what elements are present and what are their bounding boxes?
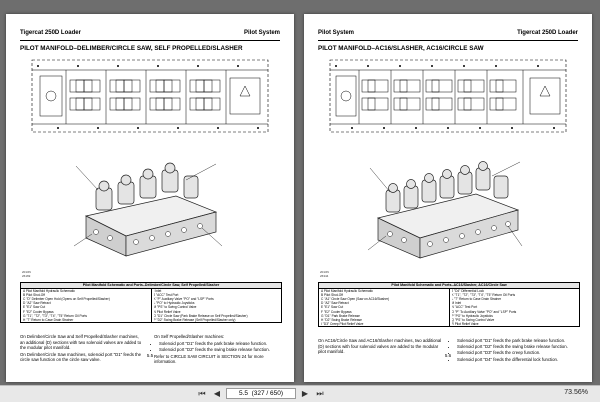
figure-id-2: 26169	[22, 274, 31, 278]
bullet-list	[452, 338, 578, 362]
legend-row: F "E2" Cooler Bypass	[23, 309, 54, 314]
first-page-icon[interactable]: ⏮	[198, 389, 206, 398]
manifold-illustration	[66, 146, 226, 266]
header-left-text: Tigercat 250D Loader	[20, 30, 81, 36]
legend-row: I Inlet	[153, 289, 162, 294]
legend-row: C "D" Delimber Open Hold (Opens on Self Propelled/Slasher)	[23, 297, 110, 302]
legend-table-title: Pilot Manifold Schematic and Ports–Delimber/Circle Saw, Self Propelled/Slasher	[21, 283, 281, 289]
page-number: 5.6	[444, 353, 452, 358]
legend-row: E "E1" Saw Cut	[321, 305, 344, 310]
legend-row: K "P" Auxiliary Valve "PO" and "LSP" Ports	[153, 297, 214, 302]
body-text-column-2	[154, 334, 280, 366]
legend-column-1	[21, 289, 151, 322]
hydraulic-schematic-diagram	[30, 58, 270, 134]
bullet-item: • Solenoid port "D1" feeds the park brake release function.	[457, 338, 578, 343]
body-paragraph: Refer to CIRCLE SAW CIRCUIT in SECTION 24 for more information.	[154, 353, 264, 365]
bullet-list	[154, 341, 280, 353]
bullet-item: • Solenoid port "D1" feeds the park brake release function.	[159, 341, 280, 347]
legend-table	[20, 282, 282, 323]
hydraulic-schematic-diagram	[328, 58, 568, 134]
body-paragraph: On Delimber/Circle Saw and Self Propelled/Slasher machines, an additional (D) sections with two solenoid valves are added to the modular pilot manifold.	[20, 334, 142, 351]
legend-column-1	[319, 289, 449, 326]
legend-row: R Pilot Relief Valve	[451, 321, 479, 326]
legend-row: A Pilot Manifold Hydraulic Schematic	[23, 289, 75, 294]
bullet-item: • Solenoid port "D2" feeds the swing brake release function.	[457, 344, 578, 349]
page-number: 5.5	[146, 353, 154, 358]
section-title: PILOT MANIFOLD–DELIMBER/CIRCLE SAW, SELF PROPELLED/SLASHER	[20, 45, 243, 52]
body-paragraph: On Self Propelled/Slasher machines:	[154, 334, 225, 339]
legend-row: N "ACC" Test Port	[451, 305, 478, 310]
section-title: PILOT MANIFOLD–AC16/SLASHER, AC16/CIRCLE SAW	[318, 45, 484, 52]
next-page-icon[interactable]: ▶	[301, 389, 309, 398]
legend-row: G "T1", "T2", "T3", "T4", "T5" Return Oil Ports	[23, 313, 87, 318]
legend-row: E "E1" Saw Cut	[23, 305, 46, 310]
legend-row: O "P" To Auxiliary Valve "PO" and "LSP" Ports	[451, 309, 517, 314]
header-right-text: Pilot System	[243, 30, 280, 36]
legend-row: O "D1" Circle Saw (Park Brake Release on Self Propelled/Slasher)	[153, 313, 248, 318]
legend-row: D "A2" Saw Retract	[321, 301, 349, 306]
page-header	[318, 30, 578, 41]
legend-row: N Pilot Relief Valve	[153, 309, 181, 314]
legend-row: A Pilot Manifold Hydraulic Schematic	[321, 289, 373, 294]
legend-table	[318, 282, 580, 327]
body-paragraph: On Delimber/Circle Saw machines, solenoid port "D1" feeds the circle saw function on the circle saw valve.	[20, 351, 142, 363]
zoom-level[interactable]: 73.56%	[564, 389, 588, 396]
figure-id-1: 2013N	[320, 270, 329, 274]
legend-row: P "D2" Swing Brake Release (Self Propelled/Slasher only)	[153, 317, 236, 322]
legend-row: B Pilot Shut-Off	[23, 293, 45, 298]
header-left-text: Pilot System	[318, 30, 355, 36]
legend-row: B Pilot Shut-Off	[321, 293, 343, 298]
legend-row: J "D4" Differential Lock	[451, 289, 484, 294]
legend-table-title: Pilot Manifold Schematic and Ports–AC16/Slasher, AC16/Circle Saw	[319, 283, 579, 289]
legend-row: M "PS" to Swing Control Valve	[153, 305, 197, 310]
legend-row: K "T1", "T2", "T3", "T4", "T5" Return Oil Ports	[451, 293, 516, 298]
manifold-illustration	[364, 146, 524, 266]
header-right-text: Tigercat 250D Loader	[517, 30, 578, 36]
legend-column-2	[449, 289, 580, 326]
figure-id-1: 2013N	[22, 270, 31, 274]
page-header	[20, 30, 280, 41]
legend-row: J "ACC" Test Port	[153, 293, 179, 298]
legend-row: M Inlet	[451, 301, 462, 306]
prev-page-icon[interactable]: ◀	[213, 389, 221, 398]
body-text-column-1	[20, 334, 144, 364]
body-paragraph: On AC16/Circle Saw and AC16/Slasher machines, two additional (D) sections with four solenoid valves are added to the modular pilot manifold.	[318, 338, 442, 355]
figure-id-2: 26344	[320, 274, 329, 278]
document-page-right	[304, 14, 592, 382]
legend-row: G "D1" Park Brake Release	[321, 313, 360, 318]
legend-row: L "T" Return to Case Drain Strainer	[451, 297, 502, 302]
last-page-icon[interactable]: ⏭	[316, 389, 324, 398]
body-text-column-2	[452, 338, 578, 363]
legend-row: Q "PS" to Swing Control Valve	[451, 317, 495, 322]
legend-row: F "E2" Cooler Bypass	[321, 309, 352, 314]
page-number-input[interactable]	[226, 388, 296, 399]
legend-row: I "D3" Creep Pilot Relief Valve	[321, 321, 364, 326]
legend-row: H "T" Return to Case Drain Strainer	[23, 317, 74, 322]
legend-row: D "A2" Saw Retract	[23, 301, 51, 306]
legend-row: C "A1" Circle Saw Open (Saw on AC16/Slasher)	[321, 297, 390, 302]
bullet-item: • Solenoid port "D4" feeds the differential lock function.	[457, 357, 578, 362]
bullet-item: • Solenoid port "D2" feeds the swing brake release function.	[159, 347, 280, 353]
legend-column-2	[151, 289, 282, 322]
legend-row: L "PO" to Hydraulic Joysticks	[153, 301, 195, 306]
document-page-left	[6, 14, 294, 382]
legend-row: P "PO" to Hydraulic Joysticks	[451, 313, 493, 318]
pdf-viewer-toolbar	[0, 385, 600, 402]
bullet-item: • Solenoid port "D3" feeds the creep function.	[457, 350, 578, 355]
legend-row: H "D2" Swing Brake Release	[321, 317, 362, 322]
